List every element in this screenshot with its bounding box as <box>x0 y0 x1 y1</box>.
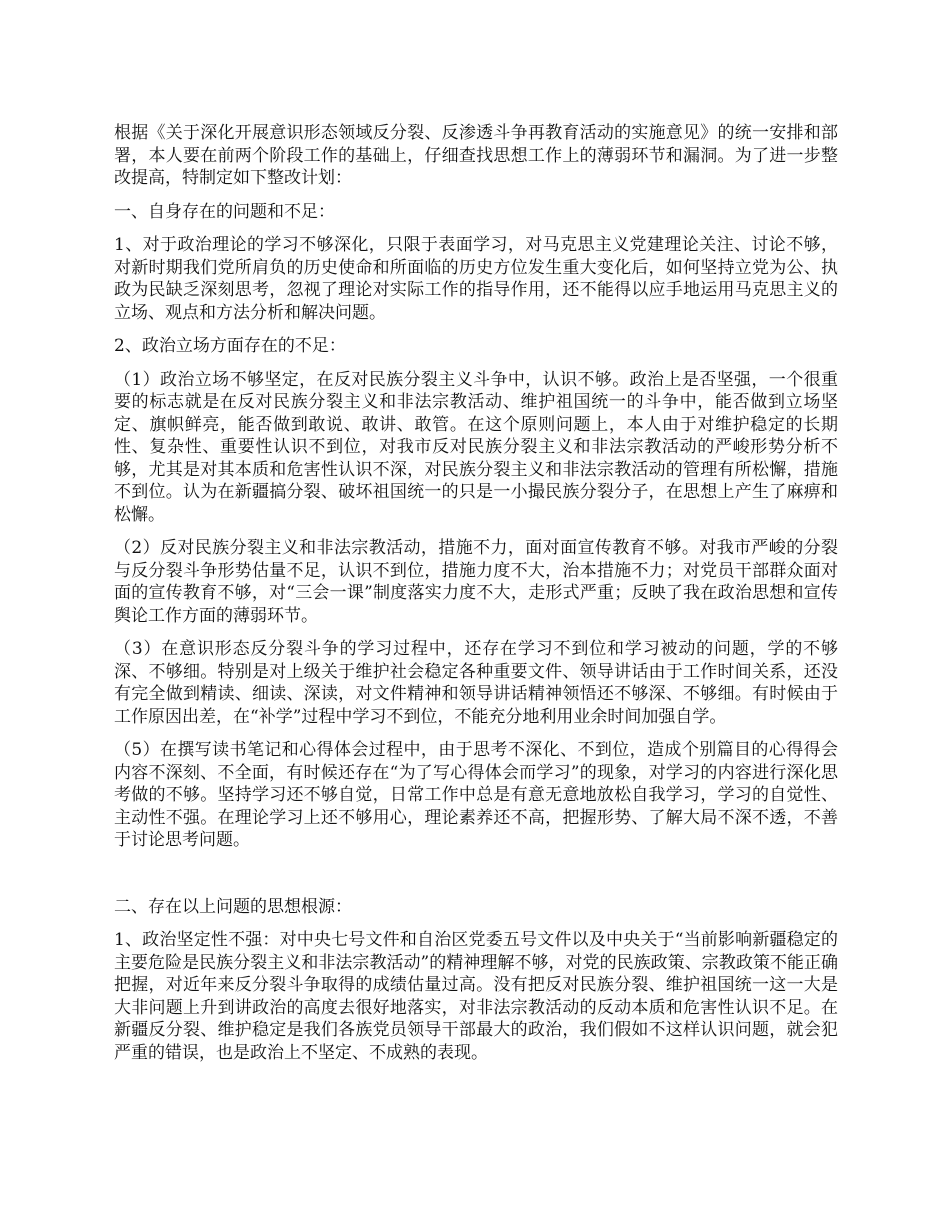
intro-paragraph: 根据《关于深化开展意识形态领域反分裂、反渗透斗争再教育活动的实施意见》的统一安排和部署，本人要在前两个阶段工作的基础上，仔细查找思想工作上的薄弱环节和漏洞。为了进一步整改提高，特制定如下整改计划： <box>114 123 838 188</box>
paragraph-item-1: （1）政治立场不够坚定，在反对民族分裂主义斗争中，认识不够。政治上是否坚强，一个很重要的标志就是在反对民族分裂主义和非法宗教活动、维护祖国统一的斗争中，能否做到立场坚定、旗帜鲜亮，能否做到敢说、敢讲、敢管。在这个原则问题上，本人由于对维护稳定的长期性、复杂性、重要性认识不到位，对我市反对民族分裂主义和非法宗教活动的严峻形势分析不够，尤其是对其本质和危害性认识不深，对民族分裂主义和非法宗教活动的管理有所松懈，措施不到位。认为在新疆搞分裂、破坏祖国统一的只是一小撮民族分裂分子，在思想上产生了麻痹和松懈。 <box>114 369 838 525</box>
subheading-political-stance: 2、政治立场方面存在的不足： <box>114 336 346 356</box>
paragraph-item-5: （5）在撰写读书笔记和心得体会过程中，由于思考不深化、不到位，造成个别篇目的心得得会内容不深刻、不全面，有时候还存在“为了写心得体会而学习”的现象，对学习的内容进行深化思考做的不够。坚持学习还不够自觉，日常工作中总是有意无意地放松自我学习，学习的自觉性、主动性不强。在理论学习上还不够用心，理论素养还不高，把握形势、了解大局不深不透，不善于讨论思考问题。 <box>114 740 838 850</box>
section-heading-problems: 一、自身存在的问题和不足： <box>114 201 335 222</box>
paragraph-theory-study: 1、对于政治理论的学习不够深化，只限于表面学习，对马克思主义党建理论关注、讨论不够，对新时期我们党所肩负的历史使命和所面临的历史方位发生重大变化后，如何坚持立党为公、执政为民缺乏深刻思考，忽视了理论对实际工作的指导作用，还不能得以应手地运用马克思主义的立场、观点和方法分析和解决问题。 <box>114 235 838 323</box>
paragraph-item-2: （2）反对民族分裂主义和非法宗教活动，措施不力，面对面宣传教育不够。对我市严峻的分裂与反分裂斗争形势估量不足，认识不到位，措施力度不大，治本措施不力；对党员干部群众面对面的宣传教育不够，对“三会一课”制度落实力度不大，走形式严重；反映了我在政治思想和宣传舆论工作方面的薄弱环节。 <box>114 538 838 626</box>
section-heading-roots: 二、存在以上问题的思想根源： <box>114 896 352 917</box>
paragraph-political-firmness: 1、政治坚定性不强：对中央七号文件和自治区党委五号文件以及中央关于“当前影响新疆稳定的主要危险是民族分裂主义和非法宗教活动”的精神理解不够，对党的民族政策、宗教政策不能正确把握，对近年来反分裂斗争取得的成绩估量过高。没有把反对民族分裂、维护祖国统一这一大是大非问题上升到讲政治的高度去很好地落实，对非法宗教活动的反动本质和危害性认识不足。在新疆反分裂、维护稳定是我们各族党员领导干部最大的政治，我们假如不这样认识问题，就会犯严重的错误，也是政治上不坚定、不成熟的表现。 <box>114 930 838 1063</box>
paragraph-item-3: （3）在意识形态反分裂斗争的学习过程中，还存在学习不到位和学习被动的问题，学的不够深、不够细。特别是对上级关于维护社会稳定各种重要文件、领导讲话由于工作时间关系，还没有完全做到精读、细读、深读，对文件精神和领导讲话精神领悟还不够深、不够细。有时候由于工作原因出差，在“补学”过程中学习不到位，不能充分地利用业余时间加强自学。 <box>114 639 838 727</box>
document-body <box>114 122 838 1075</box>
